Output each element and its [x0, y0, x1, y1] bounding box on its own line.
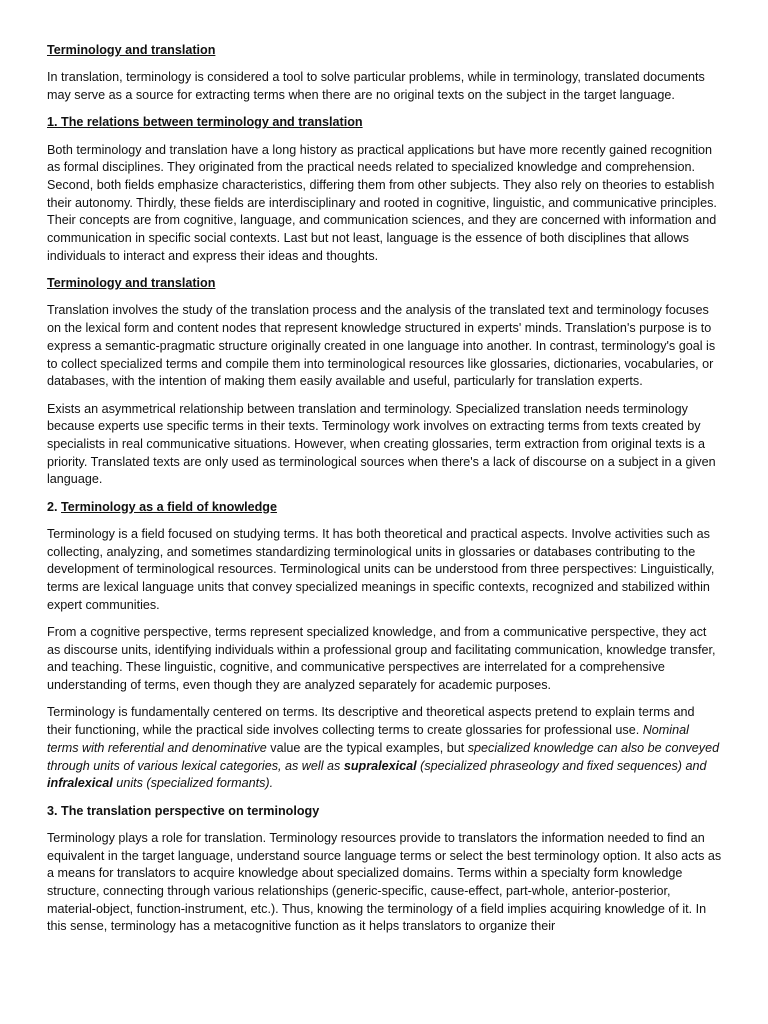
heading-terminology-and-translation-2: Terminology and translation [47, 276, 216, 291]
paragraph-translation-role: Terminology plays a role for translation. Terminology resources provide to translators the information needed to find an equivalent in the target language, understand source language terms or select the best terminology option. It also acts as a means for translators to acquire knowledge about specialized domains. Terms within a specialty form knowledge structure, connecting through various relationships (generic-specific, cause-effect, part-whole, anterior-posterior, material-object, function-instrument, etc.). Thus, knowing the terminology of a field implies acquiring knowledge of it. In this sense, terminology has a metacognitive function as it helps translators to organize their [47, 830, 722, 934]
paragraph-field-definition: Terminology is a field focused on studying terms. It has both theoretical and practical aspects. Involve activities such as collecting, analyzing, and sometimes standardizing terminological units in glossaries or databases contributing to the development of terminological resources. Terminological units can be understood from three perspectives: Linguistically, terms are lexical language units that convey specialized meanings in specific contexts, recognized and stabilized within expert communities. [47, 526, 715, 612]
heading-terminology-and-translation: Terminology and translation [47, 43, 216, 57]
paragraph-intro: In translation, terminology is considered a tool to solve particular problems, while in terminology, translated documents may serve as a source for extracting terms when there are no original texts on the subject in the target language. [47, 70, 705, 102]
heading-text: Terminology as a field of knowledge [61, 499, 278, 514]
heading-number: 2. [47, 499, 62, 514]
paragraph-translation-study: Translation involves the study of the translation process and the analysis of the translated text and terminology focuses on the lexical form and content nodes that represent knowledge structured in experts' minds. Translation's purpose is to express a semantic-pragmatic structure originally created in one language into another. In contrast, terminology's goal is to collect specialized terms and compile them into terminological resources like glossaries, dictionaries, vocabularies, or databases, with the intention of making them easily available and useful, particularly for translation experts. [47, 303, 716, 389]
paragraph-cognitive-perspective: From a cognitive perspective, terms represent specialized knowledge, and from a communicative perspective, they act as discourse units, identifying individuals within a professional group and facilitating communication, knowledge transfer, and teaching. These linguistic, cognitive, and communicative perspectives are interrelated for a comprehensive understanding of terms, even though they are analyzed separately for academic purposes. [47, 625, 716, 693]
heading-translation-perspective: 3. The translation perspective on terminology [47, 803, 320, 818]
paragraph-asymmetrical-relationship: Exists an asymmetrical relationship between translation and terminology. Specialized translation needs terminology because experts use specific terms in their texts. Terminology work involves on extracting terms from texts created by specialists in real communicative situations. However, when creating glossaries, term extraction from original texts is a priority. Translated texts are only used as terminological sources when there's a lack of discourse on a subject in a given language. [47, 401, 716, 487]
paragraph-relations: Both terminology and translation have a long history as practical applications but have more recently gained recognition as formal disciplines. They originated from the practical needs related to specialized knowledge and comprehension. Second, both fields emphasize characteristics, differing them from other subjects. They also rely on theories to establish their autonomy. Thirdly, these fields are interdisciplinary and rooted in cognitive, linguistic, and communicative principles. Their concepts are from cognitive, language, and communication sciences, and they are concerned with information and communication in specific social contexts. Last but not least, language is the essence of both disciplines that allows individuals to interact and express their ideas and thoughts. [47, 142, 717, 263]
paragraph-centered-on-terms: Terminology is fundamentally centered on terms. Its descriptive and theoretical aspects pretend to explain terms and their functioning, while the practical side involves collecting terms to create glossaries for professional use. Nominal terms with referential and denominative value are the typical examples, but specialized knowledge can also be conveyed through units of various lexical categories, as well as supralexical (specialized phraseology and fixed sequences) and infralexical units (specialized formants). [47, 705, 720, 791]
heading-field-of-knowledge [47, 499, 722, 517]
heading-relations: 1. The relations between terminology and translation [47, 115, 363, 130]
